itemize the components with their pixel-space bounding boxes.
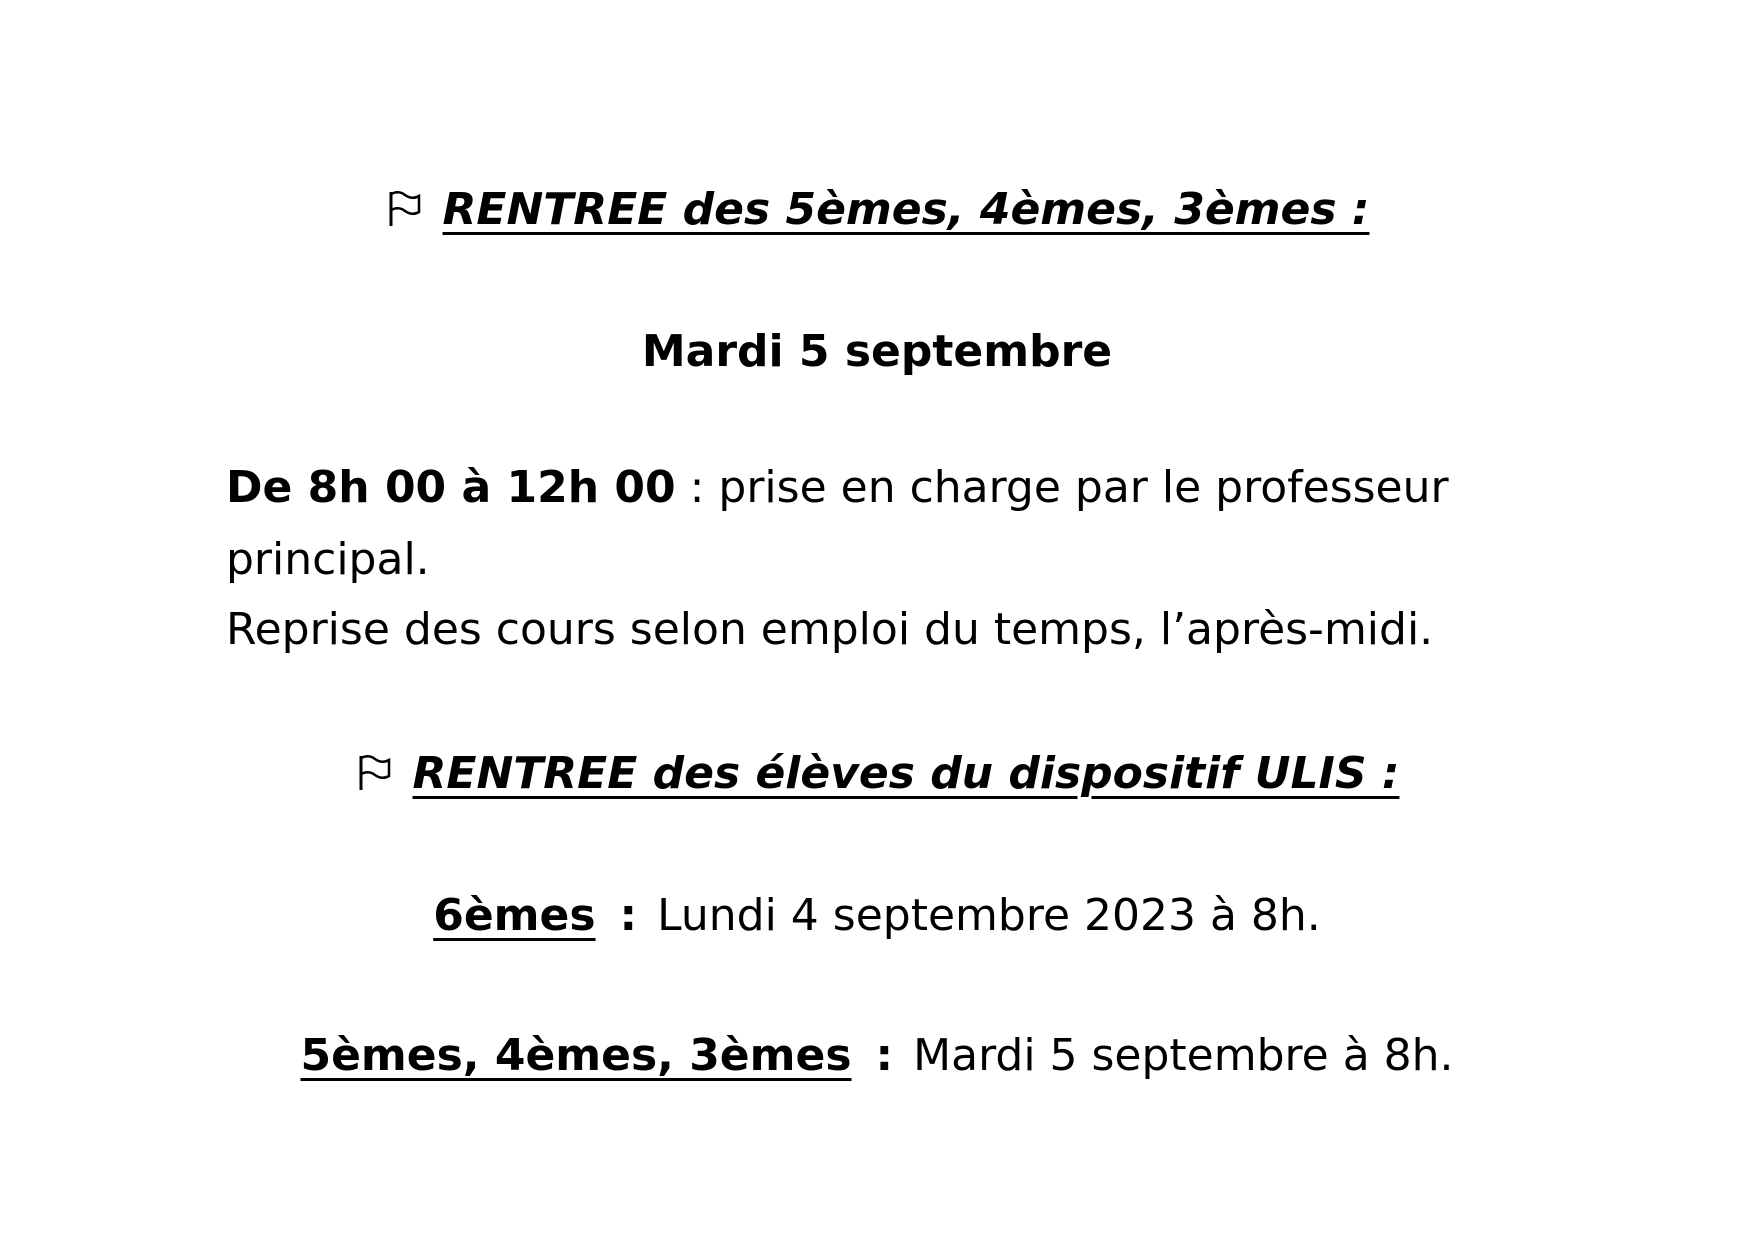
ulis-row-5-4-3emes bbox=[0, 1026, 1754, 1086]
schedule-text: : prise en charge par le professeur bbox=[675, 462, 1449, 513]
section1-afternoon-note: Reprise des cours selon emploi du temps, l’après-midi. bbox=[226, 604, 1434, 655]
section2-heading-line bbox=[0, 744, 1754, 804]
section1-heading-line bbox=[0, 180, 1754, 240]
ulis-row-separator: : bbox=[619, 890, 638, 941]
ulis-row-value: Lundi 4 septembre 2023 à 8h. bbox=[657, 890, 1321, 941]
ulis-row-6emes bbox=[0, 886, 1754, 946]
section2-heading: RENTREE des élèves du dispositif ULIS : bbox=[412, 748, 1400, 799]
section1-heading: RENTREE des 5èmes, 4èmes, 3èmes : bbox=[442, 184, 1370, 235]
ulis-row-separator: : bbox=[875, 1030, 894, 1081]
section1-date: Mardi 5 septembre bbox=[641, 326, 1113, 377]
ulis-row-label: 5èmes, 4èmes, 3èmes bbox=[300, 1030, 852, 1081]
flag-icon bbox=[355, 752, 395, 792]
flag-icon bbox=[385, 188, 425, 228]
ulis-row-label: 6èmes bbox=[433, 890, 596, 941]
schedule-time: De 8h 00 à 12h 00 bbox=[226, 462, 676, 513]
section1-schedule-line1 bbox=[226, 458, 1676, 518]
section1-schedule-line2: principal. bbox=[226, 534, 430, 585]
ulis-row-value: Mardi 5 septembre à 8h. bbox=[913, 1030, 1454, 1081]
